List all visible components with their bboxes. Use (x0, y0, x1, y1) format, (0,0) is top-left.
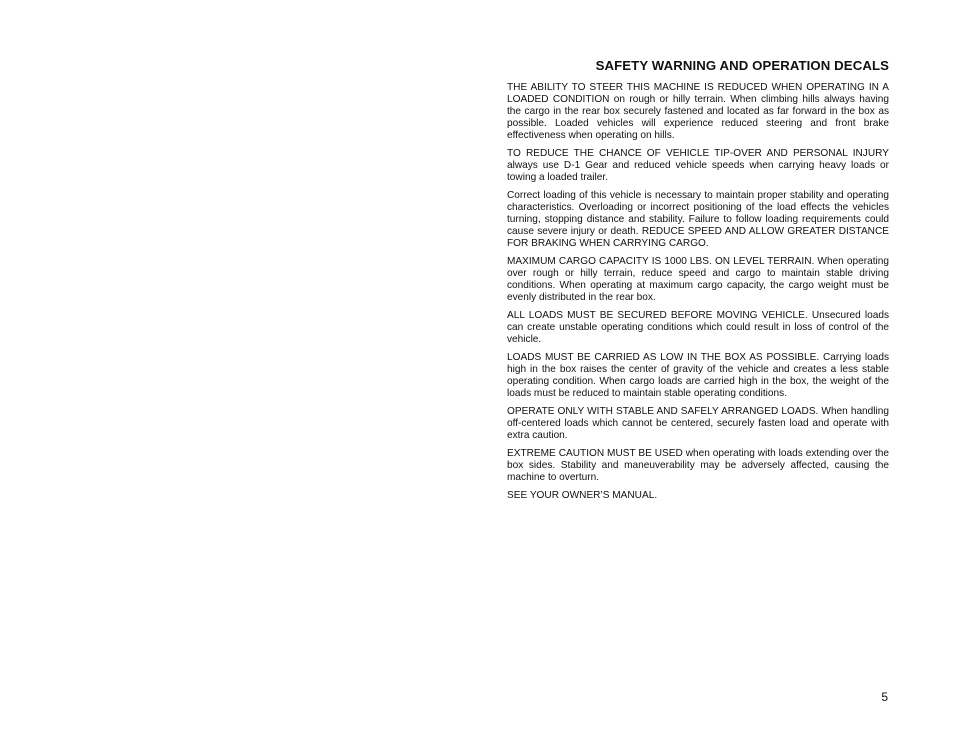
safety-decals-section (507, 58, 889, 508)
paragraph-secure-loads: ALL LOADS MUST BE SECURED BEFORE MOVING VEHICLE. Unsecured loads can create unstable operating conditions which could result in loss of control of the vehicle. (507, 310, 889, 345)
paragraph-max-capacity: MAXIMUM CARGO CAPACITY IS 1000 LBS. ON LEVEL TERRAIN. When operating over rough or hilly terrain, reduce speed and cargo to maintain stable driving conditions. When operating at maximum cargo capacity, the cargo weight must be evenly distributed in the rear box. (507, 256, 889, 303)
paragraph-owners-manual: SEE YOUR OWNER’S MANUAL. (507, 490, 658, 501)
paragraph-low-loads: LOADS MUST BE CARRIED AS LOW IN THE BOX AS POSSIBLE. Carrying loads high in the box raises the center of gravity of the vehicle and creates a less stable operating condition. When cargo loads are carried high in the box, the weight of the loads must be reduced to maintain stable operating conditions. (507, 352, 889, 399)
paragraph-stable-loads: OPERATE ONLY WITH STABLE AND SAFELY ARRANGED LOADS. When handling off-centered loads which cannot be centered, securely fasten load and operate with extra caution. (507, 406, 889, 441)
paragraph-extreme-caution: EXTREME CAUTION MUST BE USED when operating with loads extending over the box sides. Stability and maneuverability may be adversely affected, causing the machine to overturn. (507, 448, 889, 483)
paragraph-tip-over: TO REDUCE THE CHANCE OF VEHICLE TIP-OVER AND PERSONAL INJURY always use D-1 Gear and reduced vehicle speeds when carrying heavy loads or towing a loaded trailer. (507, 148, 889, 183)
section-heading: SAFETY WARNING AND OPERATION DECALS (595, 58, 889, 73)
paragraph-correct-loading: Correct loading of this vehicle is necessary to maintain proper stability and operating characteristics. Overloading or incorrect positioning of the load effects the vehicles turning, stopping distance and stability. Failure to follow loading requirements could cause severe injury or death. REDUCE SPEED AND ALLOW GREATER DISTANCE FOR BRAKING WHEN CARRYING CARGO. (507, 190, 889, 249)
page-number: 5 (881, 690, 888, 704)
paragraph-steering: THE ABILITY TO STEER THIS MACHINE IS REDUCED WHEN OPERATING IN A LOADED CONDITION on rough or hilly terrain. When climbing hills always having the cargo in the rear box securely fastened and located as far forward in the box as possible. Loaded vehicles will experience reduced steering and front brake effectiveness when operating on hills. (507, 82, 889, 141)
